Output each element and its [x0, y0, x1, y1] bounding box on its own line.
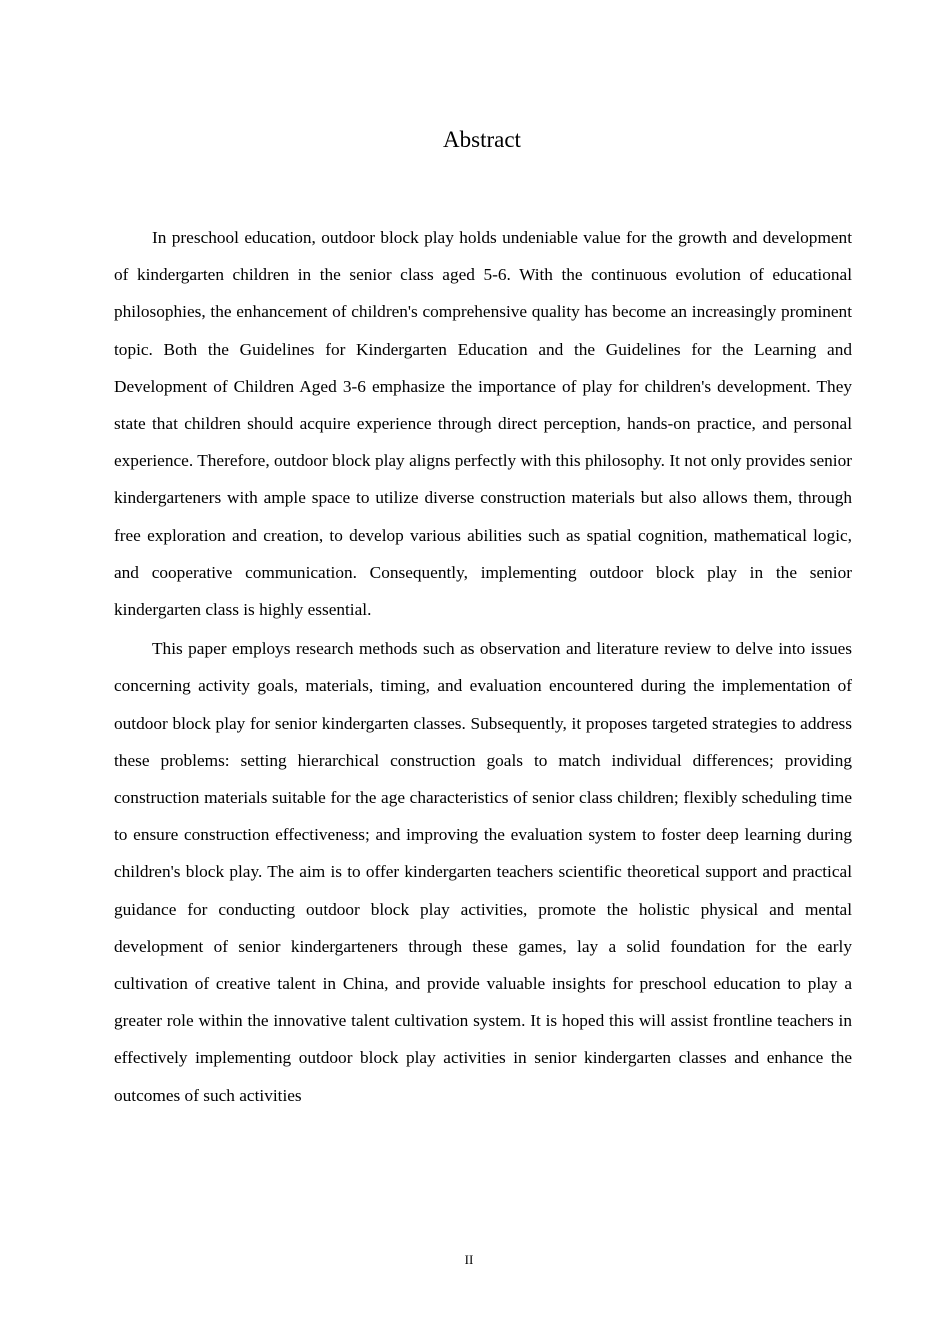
page-number: II — [464, 1252, 474, 1267]
abstract-paragraph-1: In preschool education, outdoor block play holds undeniable value for the growth and development of kindergarten children in the senior class aged 5-6. With the continuous evolution of educational philosophies, the enhancement of children's comprehensive quality has become an increasingly prominent topic. Both the Guidelines for Kindergarten Education and the Guidelines for the Learning and Development of Children Aged 3-6 emphasize the importance of play for children's development. They state that children should acquire experience through direct perception, hands-on practice, and personal experience. Therefore, outdoor block play aligns perfectly with this philosophy. It not only provides senior kindergarteners with ample space to utilize diverse construction materials but also allows them, through free exploration and creation, to develop various abilities such as spatial cognition, mathematical logic, and cooperative communication. Consequently, implementing outdoor block play in the senior kindergarten class is highly essential. — [114, 228, 852, 620]
abstract-paragraph-2: This paper employs research methods such as observation and literature review to delve into issues concerning activity goals, materials, timing, and evaluation encountered during the implementation of outdoor block play for senior kindergarten classes. Subsequently, it proposes targeted strategies to address these problems: setting hierarchical construction goals to match individual differences; providing construction materials suitable for the age characteristics of senior class children; flexibly scheduling time to ensure construction effectiveness; and improving the evaluation system to foster deep learning during children's block play. The aim is to offer kindergarten teachers scientific theoretical support and practical guidance for conducting outdoor block play activities, promote the holistic physical and mental development of senior kindergarteners through these games, lay a solid foundation for the early cultivation of creative talent in China, and provide valuable insights for preschool education to play a greater role within the innovative talent cultivation system. It is hoped this will assist frontline teachers in effectively implementing outdoor block play activities in senior kindergarten classes and enhance the outcomes of such activities — [114, 639, 852, 1105]
page-title: Abstract — [443, 127, 521, 152]
abstract-body — [114, 219, 852, 1116]
